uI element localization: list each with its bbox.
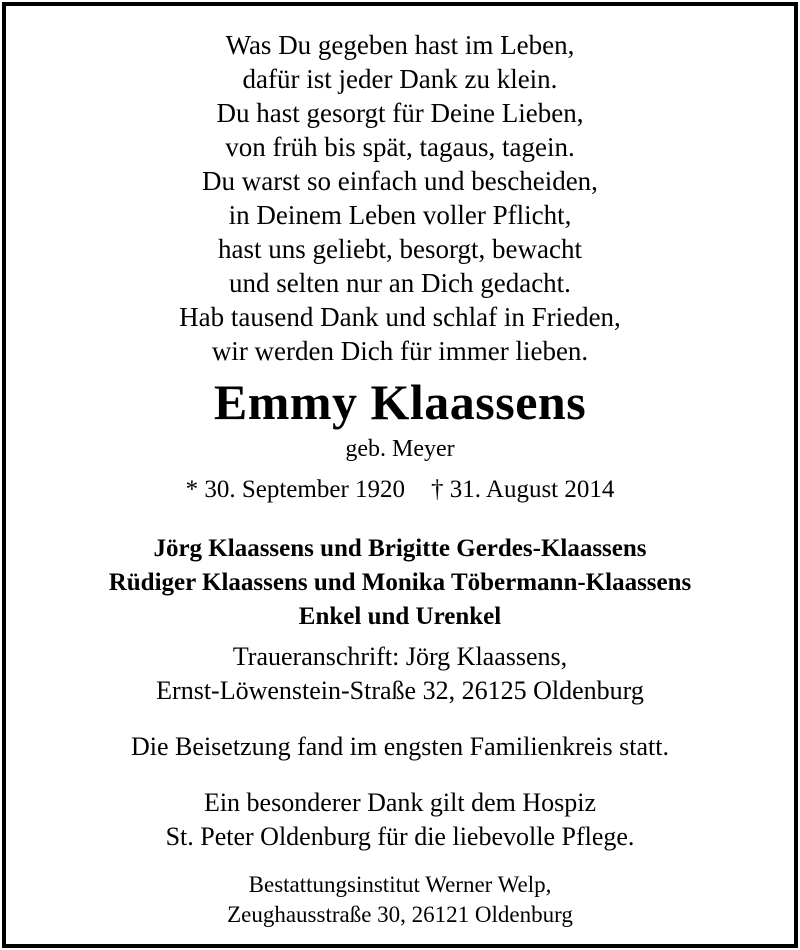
poem-line: Du warst so einfach und bescheiden,: [202, 166, 598, 196]
poem-line: und selten nur an Dich gedacht.: [229, 268, 571, 298]
thanks-line: St. Peter Oldenburg für die liebevolle Pflege.: [165, 822, 635, 851]
undertaker-line: Zeughausstraße 30, 26121 Oldenburg: [227, 902, 573, 927]
poem-line: Du hast gesorgt für Deine Lieben,: [216, 98, 584, 128]
poem-line: von früh bis spät, tagaus, tagein.: [225, 132, 575, 162]
poem-line: in Deinem Leben voller Pflicht,: [228, 200, 572, 230]
birth-date: * 30. September 1920: [185, 476, 406, 503]
poem-line: hast uns geliebt, besorgt, bewacht: [218, 234, 582, 264]
death-date: † 31. August 2014: [431, 476, 615, 503]
poem-line: Was Du gegeben hast im Leben,: [225, 30, 575, 60]
mourner-line: Jörg Klaassens und Brigitte Gerdes-Klaassens: [153, 535, 647, 562]
deceased-name: Emmy Klaassens: [213, 374, 587, 430]
undertaker-line: Bestattungsinstitut Werner Welp,: [248, 872, 552, 897]
address-line: Traueranschrift: Jörg Klaassens,: [232, 642, 568, 671]
address-line: Ernst-Löwenstein-Straße 32, 26125 Oldenburg: [156, 676, 644, 705]
poem-line: dafür ist jeder Dank zu klein.: [242, 64, 558, 94]
mourner-line: Enkel und Urenkel: [298, 603, 502, 630]
thanks-line: Ein besonderer Dank gilt dem Hospiz: [203, 788, 597, 817]
poem-line: wir werden Dich für immer lieben.: [211, 336, 589, 366]
mourner-line: Rüdiger Klaassens und Monika Töbermann-Klaassens: [108, 569, 692, 596]
maiden-name: geb. Meyer: [345, 436, 455, 462]
funeral-note: Die Beisetzung fand im engsten Familienkreis statt.: [131, 732, 669, 761]
poem-line: Hab tausend Dank und schlaf in Frieden,: [179, 302, 621, 332]
life-dates: [0, 474, 800, 506]
